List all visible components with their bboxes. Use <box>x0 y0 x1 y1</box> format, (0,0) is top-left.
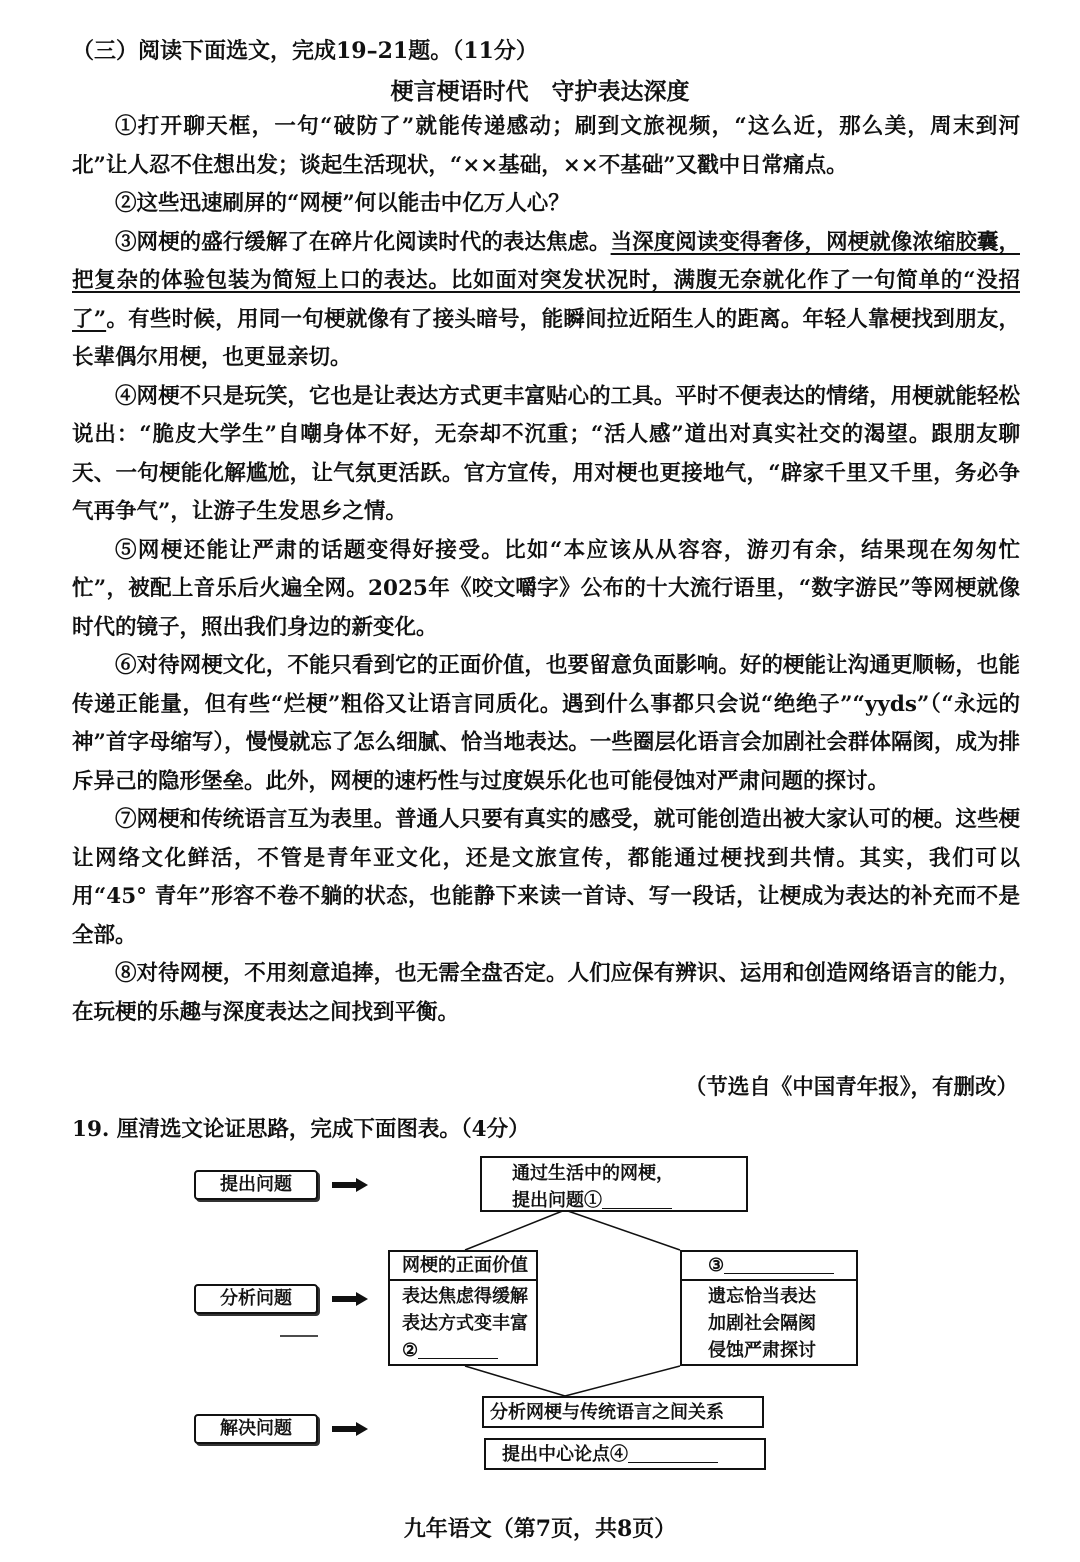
paragraph-3-end: 。有些时候，用同一句梗就像有了接头暗号，能瞬间拉近陌生人的距离。年轻人靠梗找到朋友，长辈偶尔用梗，也更显亲切。 <box>72 306 1020 370</box>
raise-question-line-2: 提出问题① <box>512 1187 746 1214</box>
underlined-sentence: 当深度阅读变得奢侈，网梗就像浓缩胶囊，把复杂的体验包装为简短上口的表达。比如面对突发状况时，满腹无奈就化作了一句简单的“没招了” <box>72 229 1020 332</box>
paragraph-7: ⑦网梗和传统语言互为表里。普通人只要有真实的感受，就可能创造出被大家认可的梗。这些梗让网络文化鲜活，不管是青年亚文化，还是文旅宣传，都能通过梗找到共情。其实，我们可以用“45° 青年”形容不卷不躺的状态，也能静下来读一首诗、写一段话，让梗成为表达的补充而不是全部。 <box>72 807 1020 948</box>
paragraph-8: ⑧对待网梗，不用刻意追捧，也无需全盘否定。人们应保有辨识、运用和创造网络语言的能力，在玩梗的乐趣与深度表达之间找到平衡。 <box>72 961 1020 1025</box>
paragraph-3 <box>72 224 1020 378</box>
label-raise-question: 提出问题 <box>194 1170 318 1200</box>
negative-effect-item-1: 遗忘恰当表达 <box>708 1286 816 1307</box>
paragraph-3-start: ③网梗的盛行缓解了在碎片化阅读时代的表达焦虑。 <box>115 229 611 255</box>
relationship-box: 分析网梗与传统语言之间关系 <box>482 1396 764 1428</box>
negative-effect-item-3: 侵蚀严肃探讨 <box>708 1340 816 1361</box>
answer-blank-2 <box>418 1338 498 1359</box>
positive-value-item-3: ② <box>402 1337 536 1364</box>
positive-value-box <box>388 1250 538 1366</box>
negative-effect-title: ③ <box>682 1252 856 1281</box>
article-title: 梗言梗语时代 守护表达深度 <box>390 78 690 105</box>
positive-value-item-1: 表达焦虑得缓解 <box>402 1286 528 1307</box>
paragraph-4: ④网梗不只是玩笑，它也是让表达方式更丰富贴心的工具。平时不便表达的情绪，用梗就能轻松说出：“脆皮大学生”自嘲身体不好，无奈却不沉重；“活人感”道出对真实社交的渴望。跟朋友聊天、一句梗能化解尴尬，让气氛更活跃。官方宣传，用对梗也更接地气，“辟家千里又千里，务必争气再争气”，让游子生发思乡之情。 <box>72 383 1020 524</box>
source-note: （节选自《中国青年报》，有删改） <box>684 1075 1018 1100</box>
answer-blank-4 <box>628 1442 718 1463</box>
central-argument-box: 提出中心论点④ <box>484 1438 766 1470</box>
positive-value-item-2: 表达方式变丰富 <box>402 1313 528 1334</box>
positive-value-title: 网梗的正面价值 <box>390 1252 536 1281</box>
answer-blank-3 <box>724 1253 834 1274</box>
paragraph-2: ②这些迅速刷屏的“网梗”何以能击中亿万人心？ <box>115 191 570 216</box>
article-body <box>72 108 1020 1032</box>
negative-effect-box <box>680 1250 858 1366</box>
argument-diagram <box>180 1148 816 1478</box>
paragraph-6: ⑥对待网梗文化，不能只看到它的正面价值，也要留意负面影响。好的梗能让沟通更顺畅，也能传递正能量，但有些“烂梗”粗俗又让语言同质化。遇到什么事都只会说“绝绝子”“yyds”（“永远的神”首字母缩写），慢慢就忘了怎么细腻、恰当地表达。一些圈层化语言会加剧社会群体隔阂，成为排斥异己的隐形堡垒。此外，网梗的速朽性与过度娱乐化也可能侵蚀对严肃问题的探讨。 <box>72 653 1020 794</box>
page-footer: 九年语文（第7页，共8页） <box>403 1516 677 1542</box>
paragraph-5: ⑤网梗还能让严肃的话题变得好接受。比如“本应该从从容容，游刃有余，结果现在匆匆忙忙”，被配上音乐后火遍全网。2025年《咬文嚼字》公布的十大流行语里，“数字游民”等网梗就像时代的镜子，照出我们身边的新变化。 <box>72 537 1020 640</box>
label-solve-question: 解决问题 <box>194 1414 318 1444</box>
negative-effect-item-2: 加剧社会隔阂 <box>708 1313 816 1334</box>
raise-question-line-1: 通过生活中的网梗， <box>512 1163 674 1184</box>
answer-blank-1 <box>602 1188 672 1209</box>
paragraph-1: ①打开聊天框，一句“破防了”就能传递感动；刷到文旅视频，“这么近，那么美，周末到河北”让人忍不住想出发；谈起生活现状，“××基础，××不基础”又戳中日常痛点。 <box>72 114 1020 178</box>
raise-question-box <box>480 1156 748 1212</box>
label-analyze-question: 分析问题 <box>194 1284 318 1314</box>
section-heading: （三）阅读下面选文，完成19–21题。（11分） <box>72 38 538 64</box>
question-19: 19. 厘清选文论证思路，完成下面图表。（4分） <box>72 1117 530 1142</box>
